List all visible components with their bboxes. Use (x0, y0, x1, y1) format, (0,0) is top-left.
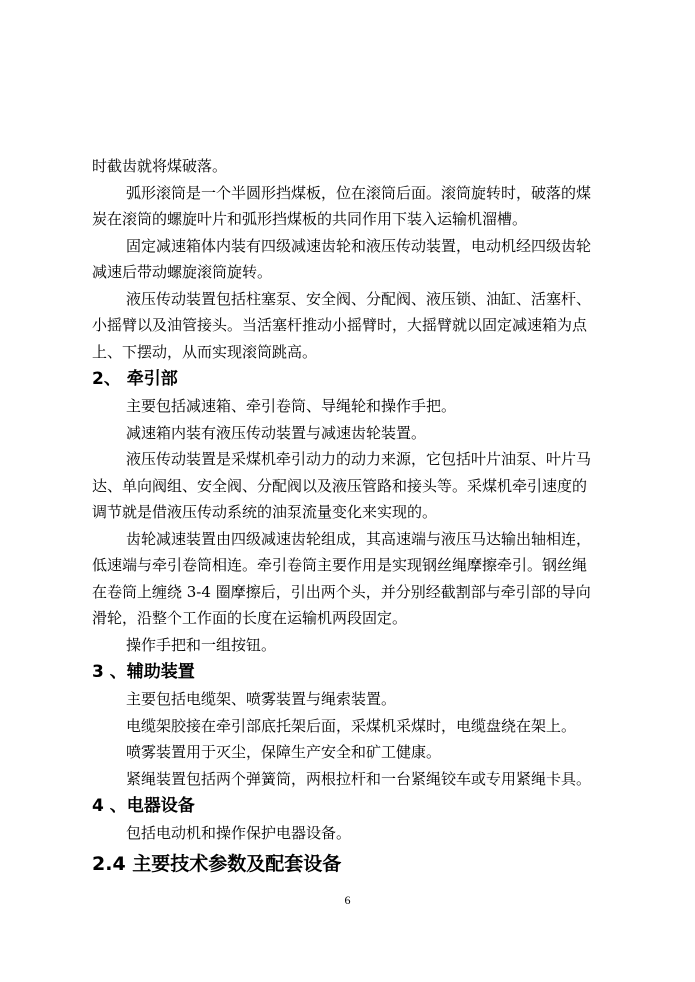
paragraph-line: 液压传动装置包括柱塞泵、安全阀、分配阀、液压锁、油缸、活塞杆、 (126, 289, 592, 308)
paragraph-line: 主要包括减速箱、牵引卷筒、导绳轮和操作手把。 (126, 397, 457, 415)
paragraph-line: 齿轮减速装置由四级减速齿轮组成，其高速端与液压马达输出轴相连， (126, 529, 592, 548)
paragraph-line: 弧形滚筒是一个半圆形挡煤板，位在滚筒后面。滚筒旋转时，破落的煤 (126, 183, 592, 202)
paragraph-line: 时截齿就将煤破落。 (92, 157, 228, 175)
chapter-heading: 2.4 主要技术参数及配套设备 (92, 852, 342, 875)
section-heading: 4 、电器设备 (92, 796, 195, 816)
section-heading: 3 、辅助装置 (92, 662, 195, 682)
paragraph-line: 滑轮，沿整个工作面的长度在运输机两段固定。 (92, 609, 408, 627)
section-heading: 2、 牵引部 (92, 369, 178, 389)
paragraph-line: 减速后带动螺旋滚筒旋转。 (92, 263, 273, 281)
document-page (92, 153, 640, 881)
paragraph-line: 调节就是借液压传动系统的油泵流量变化来实现的。 (92, 503, 438, 521)
paragraph-line: 达、单向阀组、安全阀、分配阀以及液压管路和接头等。采煤机牵引速度的 (92, 476, 588, 495)
paragraph-line: 主要包括电缆架、喷雾装置与绳索装置。 (126, 690, 397, 708)
page-number: 6 (344, 893, 351, 907)
paragraph-line: 喷雾装置用于灭尘，保障生产安全和矿工健康。 (126, 743, 442, 761)
paragraph-line: 电缆架胶接在牵引部底托架后面，采煤机采煤时，电缆盘绕在架上。 (126, 716, 577, 735)
paragraph-line: 小摇臂以及油管接头。当活塞杆推动小摇臂时，大摇臂就以固定减速箱为点 (92, 316, 588, 334)
paragraph-line: 操作手把和一组按钮。 (126, 635, 277, 654)
paragraph-line: 炭在滚筒的螺旋叶片和弧形挡煤板的共同作用下装入运输机溜槽。 (92, 210, 528, 228)
paragraph-line: 液压传动装置是采煤机牵引动力的动力来源，它包括叶片油泵、叶片马 (126, 450, 592, 468)
paragraph-line: 包括电动机和操作保护电器设备。 (126, 824, 352, 842)
paragraph-line: 固定减速箱体内装有四级减速齿轮和液压传动装置，电动机经四级齿轮 (126, 236, 592, 255)
paragraph-line: 紧绳装置包括两个弹簧筒，两根拉杆和一台紧绳铰车或专用紧绳卡具。 (126, 769, 592, 788)
paragraph-line: 低速端与牵引卷筒相连。牵引卷筒主要作用是实现钢丝绳摩擦牵引。钢丝绳 (92, 556, 588, 574)
paragraph-line: 减速箱内装有液压传动装置与减速齿轮装置。 (126, 423, 427, 442)
paragraph-line: 上、下摆动，从而实现滚筒跳高。 (92, 342, 318, 361)
paragraph-line: 在卷筒上缠绕 3-4 圈摩擦后，引出两个头，并分别经截割部与牵引部的导向 (92, 582, 591, 601)
